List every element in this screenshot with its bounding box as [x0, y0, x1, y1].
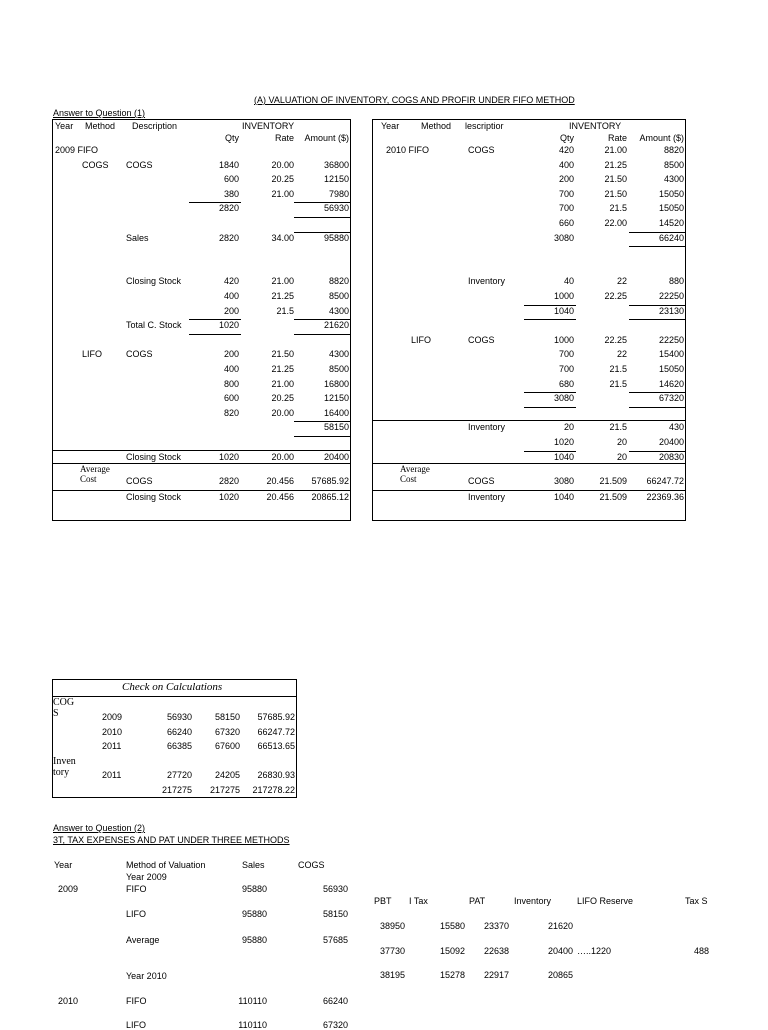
q2-right-cell: 22638: [484, 946, 510, 956]
amount-cell: 22250: [658, 334, 684, 345]
col-amount-header: Amount ($): [639, 133, 684, 143]
rate-cell: 20.00: [271, 159, 294, 170]
q2-sales-cell: 95880: [241, 909, 267, 919]
q2-cogs-cell: 56930: [322, 884, 348, 894]
check-lifo-cell: 67320: [214, 726, 240, 737]
pbt-section-title: 3T, TAX EXPENSES AND PAT UNDER THREE METHODS: [53, 835, 290, 845]
check-year-cell: 2011: [102, 741, 122, 751]
q2-method-cell: Year 2009: [126, 872, 167, 882]
qty-cell: 2820: [218, 232, 239, 243]
q2-head-pbt: PBT: [374, 896, 392, 906]
amount-cell: 4300: [328, 305, 349, 316]
q2-method-cell: LIFO: [126, 909, 147, 919]
q2-right-cell: 15278: [440, 970, 466, 980]
col-description-header: lescriptior: [465, 121, 504, 131]
description-cell: Sales: [126, 232, 149, 243]
qty-cell: 1020: [218, 320, 239, 331]
check-lifo-cell: 58150: [214, 712, 240, 722]
rate-cell: 21.00: [271, 276, 294, 287]
amount-cell: 8500: [328, 291, 349, 301]
q2-year-cell: 2010: [58, 996, 79, 1006]
q2-right-cell: 20400: [548, 946, 574, 956]
q2-cogs-cell: 67320: [322, 1020, 348, 1030]
avg-qty-cell: 1040: [553, 492, 574, 503]
col-description-header: Description: [132, 121, 178, 131]
amount-cell: 22250: [658, 291, 684, 301]
qty-cell: 600: [223, 393, 239, 404]
col-rate-header: Rate: [274, 133, 294, 143]
rate-cell: 22.25: [604, 334, 627, 345]
method-cell: COGS: [82, 159, 109, 170]
amount-cell: 15050: [658, 203, 684, 214]
amount-cell: 8820: [328, 276, 349, 287]
rule-line: [524, 392, 576, 393]
rate-cell: 22: [616, 276, 627, 287]
check-average-cell: 57685.92: [257, 712, 295, 722]
amount-cell: 430: [668, 422, 684, 433]
amount-cell: 15050: [658, 188, 684, 199]
rate-cell: 21.00: [271, 188, 294, 199]
inventory-label: Inven tory: [53, 756, 76, 778]
answer-1-heading: Answer to Question (1): [53, 108, 146, 118]
qty-cell: 600: [223, 174, 239, 185]
avg-amount-cell: 57685.92: [311, 476, 349, 487]
avg-amount-cell: 22369.36: [646, 492, 684, 503]
year-cell: 2009 FIFO: [55, 145, 99, 155]
rate-cell: 22.25: [604, 291, 627, 301]
qty-cell: 820: [223, 407, 239, 418]
amount-cell: 15400: [658, 349, 684, 360]
q2-right-cell: 488: [693, 946, 709, 956]
qty-cell: 700: [558, 349, 574, 360]
rule-line: [524, 407, 576, 408]
q2-sales-cell: 110110: [238, 1020, 267, 1030]
amount-cell: 8500: [328, 364, 349, 374]
qty-cell: 1000: [553, 334, 574, 345]
q2-right-cell: 38195: [380, 970, 406, 980]
q2-head-inventory: Inventory: [514, 896, 552, 906]
qty-cell: 420: [558, 145, 574, 155]
rate-cell: 21.25: [604, 159, 627, 170]
rate-cell: 21.50: [604, 188, 627, 199]
rule-line: [524, 305, 576, 306]
avg-rate-cell: 21.509: [599, 476, 627, 487]
average-label: Average: [400, 464, 430, 475]
average-label: Average: [80, 464, 110, 475]
rate-cell: 21.00: [271, 378, 294, 389]
amount-cell: 12150: [323, 174, 349, 185]
cost-label: Cost: [400, 474, 417, 485]
q2-head-lifo-reserve: LIFO Reserve: [577, 896, 634, 906]
qty-cell: 3080: [553, 393, 574, 404]
check-average-cell: 66247.72: [257, 726, 295, 737]
check-year-cell: 2011: [102, 770, 122, 780]
check-average-cell: 217278.22: [252, 784, 295, 795]
check-year-cell: 2010: [102, 726, 123, 737]
q2-right-cell: 38950: [380, 921, 406, 931]
q2-sales-cell: 95880: [241, 884, 267, 894]
amount-cell: 4300: [328, 349, 349, 360]
amount-cell: 56930: [323, 203, 349, 214]
qty-cell: 700: [558, 203, 574, 214]
rule-line: [52, 450, 351, 451]
check-fifo-cell: 56930: [166, 712, 192, 722]
rule-line: [294, 334, 350, 335]
q2-sales-cell: 110110: [238, 996, 267, 1006]
rate-cell: 22: [616, 349, 627, 360]
qty-cell: 380: [223, 188, 239, 199]
rate-cell: 20.00: [271, 451, 294, 462]
check-fifo-cell: 27720: [166, 770, 192, 780]
avg-description-cell: Closing Stock: [126, 492, 182, 503]
description-cell: COGS: [126, 159, 153, 170]
amount-cell: 20830: [658, 451, 684, 462]
year-cell: 2010 FIFO: [386, 145, 430, 155]
rate-cell: 20: [616, 451, 627, 462]
rule-line: [629, 392, 685, 393]
rule-line: [294, 232, 350, 233]
qty-cell: 400: [558, 159, 574, 170]
col-inventory-header: INVENTORY: [242, 121, 295, 131]
description-cell: COGS: [126, 349, 153, 360]
rule-line: [189, 202, 241, 203]
rate-cell: 21.50: [271, 349, 294, 360]
col-inventory-header: INVENTORY: [569, 121, 622, 131]
rule-line: [629, 407, 685, 408]
method-cell: LIFO: [411, 334, 432, 345]
amount-cell: 67320: [658, 393, 684, 404]
qty-cell: 660: [558, 218, 574, 228]
q2-head-sales: Sales: [242, 860, 265, 870]
amount-cell: 8820: [663, 145, 684, 155]
q2-right-cell: 21620: [548, 921, 574, 931]
col-year-header: Year: [381, 121, 400, 131]
q2-head-pat: PAT: [469, 896, 486, 906]
qty-cell: 40: [563, 276, 574, 287]
rate-cell: 20.00: [271, 407, 294, 418]
col-method-header: Method: [421, 121, 452, 131]
amount-cell: 20400: [658, 437, 684, 447]
check-title: Check on Calculations: [122, 681, 223, 693]
qty-cell: 20: [563, 422, 574, 433]
rate-cell: 21.5: [276, 305, 294, 316]
description-cell: Inventory: [468, 422, 506, 433]
q2-right-cell: …..1220: [577, 946, 612, 956]
rule-line: [294, 421, 350, 422]
check-average-cell: 66513.65: [257, 741, 295, 751]
avg-description-cell: Inventory: [468, 492, 506, 503]
qty-cell: 1020: [218, 451, 239, 462]
rate-cell: 20: [616, 437, 627, 447]
q2-head-itax: I Tax: [409, 896, 428, 906]
q2-method-cell: LIFO: [126, 1020, 147, 1030]
description-cell: Inventory: [468, 276, 506, 287]
page-title: (A) VALUATION OF INVENTORY, COGS AND PROFIR UNDER FIFO METHOD: [254, 95, 575, 105]
col-year-header: Year: [55, 121, 74, 131]
avg-description-cell: COGS: [468, 476, 495, 487]
amount-cell: 21620: [323, 320, 349, 331]
amount-cell: 8500: [663, 159, 684, 170]
rule-line: [52, 490, 351, 491]
qty-cell: 1840: [218, 159, 239, 170]
rate-cell: 21.25: [271, 364, 294, 374]
avg-qty-cell: 3080: [553, 476, 574, 487]
amount-cell: 4300: [663, 174, 684, 185]
check-lifo-cell: 24205: [214, 770, 240, 780]
rule-line: [294, 202, 350, 203]
amount-cell: 23130: [658, 305, 684, 316]
rule-line: [524, 319, 576, 320]
check-year-cell: 2009: [102, 712, 123, 722]
rate-cell: 21.25: [271, 291, 294, 301]
q2-right-cell: 15092: [440, 946, 466, 956]
rule-line: [294, 217, 350, 218]
rule-line: [294, 436, 350, 437]
amount-cell: 16400: [323, 407, 349, 418]
q2-right-cell: 22917: [484, 970, 510, 980]
answer-2-heading: Answer to Question (2): [53, 823, 146, 833]
rule-line: [189, 319, 241, 320]
avg-amount-cell: 20865.12: [311, 492, 349, 503]
q2-right-cell: 37730: [380, 946, 406, 956]
q2-method-cell: FIFO: [126, 996, 147, 1006]
q2-right-cell: 15580: [440, 921, 466, 931]
rule-line: [189, 334, 241, 335]
rate-cell: 20.25: [271, 393, 294, 404]
check-fifo-cell: 217275: [161, 784, 192, 795]
q2-head-method: Method of Valuation: [126, 860, 206, 870]
q2-year-cell: 2009: [58, 884, 79, 894]
amount-cell: 15050: [658, 364, 684, 374]
rule-line: [629, 232, 685, 233]
description-cell: COGS: [468, 145, 495, 155]
amount-cell: 66240: [658, 232, 684, 243]
avg-rate-cell: 21.509: [599, 492, 627, 503]
qty-cell: 1020: [553, 437, 574, 447]
rule-line: [629, 305, 685, 306]
rate-cell: 21.50: [604, 174, 627, 185]
rule-line: [629, 451, 685, 452]
method-cell: LIFO: [82, 349, 103, 360]
rate-cell: 22.00: [604, 218, 627, 228]
amount-cell: 7980: [328, 188, 349, 199]
rule-line: [372, 490, 686, 491]
amount-cell: 36800: [323, 159, 349, 170]
avg-qty-cell: 1020: [218, 492, 239, 503]
amount-cell: 12150: [323, 393, 349, 404]
qty-cell: 1040: [553, 305, 574, 316]
amount-cell: 95880: [323, 232, 349, 243]
q2-cogs-cell: 66240: [322, 996, 348, 1006]
rate-cell: 21.5: [609, 378, 627, 389]
qty-cell: 400: [223, 364, 239, 374]
rate-cell: 34.00: [271, 232, 294, 243]
check-fifo-cell: 66240: [166, 726, 192, 737]
description-cell: Total C. Stock: [126, 320, 182, 331]
qty-cell: 700: [558, 364, 574, 374]
rate-cell: 21.5: [609, 422, 627, 433]
q2-sales-cell: 95880: [241, 935, 267, 945]
amount-cell: 14520: [658, 218, 684, 228]
cost-label: Cost: [80, 474, 97, 485]
rate-cell: 21.5: [609, 203, 627, 214]
avg-rate-cell: 20.456: [266, 492, 294, 503]
qty-cell: 1000: [553, 291, 574, 301]
qty-cell: 420: [223, 276, 239, 287]
rule-line: [629, 246, 685, 247]
rule-line: [629, 319, 685, 320]
q2-right-cell: 20865: [548, 970, 574, 980]
q2-method-cell: Year 2010: [126, 971, 167, 981]
cogs-label: COG S: [53, 697, 75, 719]
qty-cell: 700: [558, 188, 574, 199]
check-lifo-cell: 67600: [214, 741, 240, 751]
qty-cell: 800: [223, 378, 239, 389]
qty-cell: 200: [223, 305, 239, 316]
description-cell: COGS: [468, 334, 495, 345]
qty-cell: 400: [223, 291, 239, 301]
avg-rate-cell: 20.456: [266, 476, 294, 487]
q2-head-year: Year: [54, 860, 73, 870]
avg-qty-cell: 2820: [218, 476, 239, 487]
description-cell: Closing Stock: [126, 276, 182, 287]
qty-cell: 200: [223, 349, 239, 360]
rule-line: [524, 451, 576, 452]
check-average-cell: 26830.93: [257, 770, 295, 780]
rule-line: [294, 319, 350, 320]
rule-line: [372, 420, 686, 421]
check-fifo-cell: 66385: [166, 741, 192, 751]
qty-cell: 2820: [218, 203, 239, 214]
rate-cell: 21.00: [604, 145, 627, 155]
amount-cell: 20400: [323, 451, 349, 462]
q2-head-cogs: COGS: [298, 860, 325, 870]
qty-cell: 1040: [553, 451, 574, 462]
avg-amount-cell: 66247.72: [646, 476, 684, 487]
col-method-header: Method: [85, 121, 116, 131]
amount-cell: 880: [668, 276, 684, 287]
col-qty-header: Qty: [224, 133, 239, 143]
q2-cogs-cell: 58150: [322, 909, 348, 919]
avg-description-cell: COGS: [126, 476, 153, 487]
q2-method-cell: Average: [126, 935, 160, 945]
check-lifo-cell: 217275: [209, 784, 240, 795]
q2-right-cell: 23370: [484, 921, 510, 931]
rate-cell: 20.25: [271, 174, 294, 185]
amount-cell: 58150: [323, 422, 349, 433]
col-rate-header: Rate: [607, 133, 627, 143]
q2-cogs-cell: 57685: [322, 935, 348, 945]
description-cell: Closing Stock: [126, 451, 182, 462]
qty-cell: 200: [558, 174, 574, 185]
qty-cell: 3080: [553, 232, 574, 243]
q2-head-tax-s: Tax S: [685, 896, 708, 906]
col-qty-header: Qty: [559, 133, 574, 143]
col-amount-header: Amount ($): [304, 133, 349, 143]
amount-cell: 16800: [323, 378, 349, 389]
rate-cell: 21.5: [609, 364, 627, 374]
amount-cell: 14620: [658, 378, 684, 389]
q2-method-cell: FIFO: [126, 884, 147, 894]
qty-cell: 680: [558, 378, 574, 389]
